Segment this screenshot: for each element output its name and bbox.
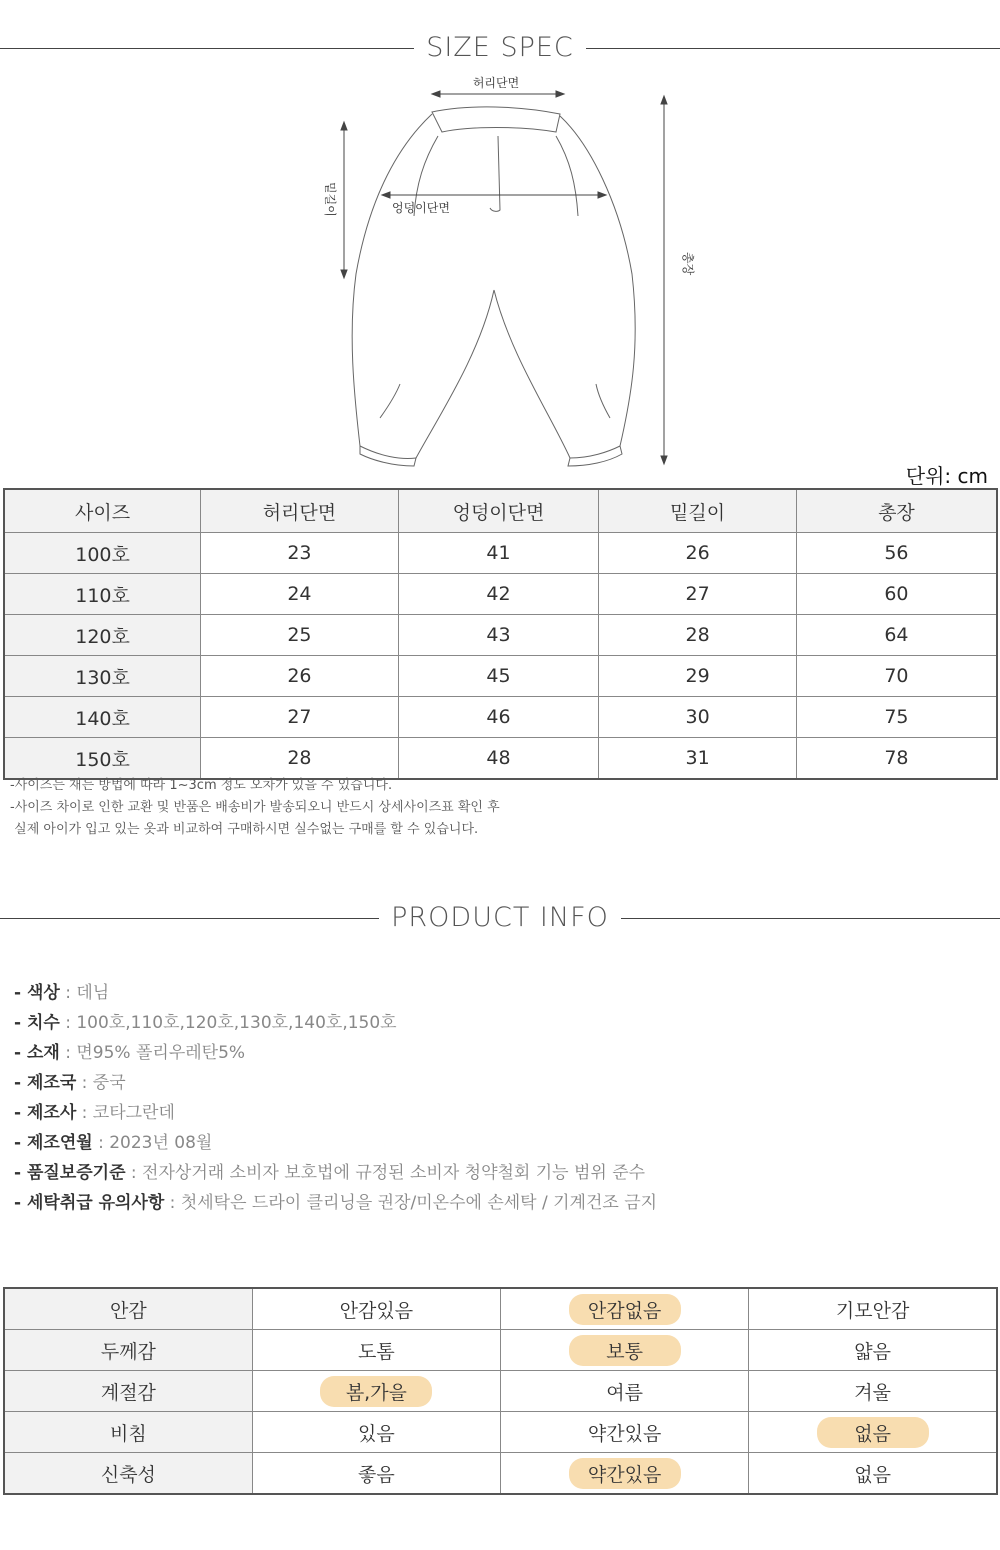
attribute-row xyxy=(4,1330,997,1371)
size-row xyxy=(4,738,997,780)
attribute-option: 좋음 xyxy=(358,1463,395,1486)
measurement-cell: 26 xyxy=(599,533,797,574)
size-note: -사이즈는 재는 방법에 따라 1~3cm 정도 오차가 있을 수 있습니다. xyxy=(10,778,393,793)
attribute-option-cell xyxy=(749,1330,997,1371)
attribute-option-cell xyxy=(749,1371,997,1412)
measurement-cell: 26 xyxy=(201,656,399,697)
attribute-option: 안감있음 xyxy=(339,1299,414,1322)
pants-diagram xyxy=(320,74,700,474)
attribute-option-selected: 없음 xyxy=(817,1417,929,1448)
attribute-option-cell xyxy=(501,1453,749,1495)
measurement-cell: 75 xyxy=(796,697,997,738)
size-cell: 110호 xyxy=(4,574,201,615)
attribute-row xyxy=(4,1412,997,1453)
size-spec-heading xyxy=(0,28,1000,68)
size-row xyxy=(4,574,997,615)
info-key: - 색상 xyxy=(14,983,60,1003)
size-cell: 130호 xyxy=(4,656,201,697)
measurement-cell: 30 xyxy=(599,697,797,738)
info-value: : 데님 xyxy=(59,983,110,1003)
info-item xyxy=(14,1068,657,1098)
size-row xyxy=(4,533,997,574)
attribute-option-cell xyxy=(501,1412,749,1453)
measurement-cell: 25 xyxy=(201,615,399,656)
size-row xyxy=(4,697,997,738)
attribute-option-selected: 봄,가을 xyxy=(320,1376,432,1407)
measurement-cell: 56 xyxy=(796,533,997,574)
measurement-cell: 70 xyxy=(796,656,997,697)
info-key: - 제조연월 xyxy=(14,1133,93,1153)
attribute-row xyxy=(4,1288,997,1330)
info-item xyxy=(14,1158,657,1188)
length-dimension-label: 총장 xyxy=(681,252,695,276)
info-value: : 코타그란데 xyxy=(76,1103,175,1123)
attribute-option-cell xyxy=(749,1453,997,1495)
measurement-cell: 28 xyxy=(599,615,797,656)
attribute-label: 신축성 xyxy=(4,1453,252,1495)
info-value: : 2023년 08월 xyxy=(92,1133,213,1153)
info-key: - 품질보증기준 xyxy=(14,1163,126,1183)
attribute-row xyxy=(4,1453,997,1495)
attribute-table xyxy=(3,1287,998,1495)
measurement-cell: 41 xyxy=(398,533,599,574)
measurement-cell: 78 xyxy=(796,738,997,780)
size-cell: 100호 xyxy=(4,533,201,574)
info-key: - 소재 xyxy=(14,1043,60,1063)
attribute-row xyxy=(4,1371,997,1412)
attribute-option: 겨울 xyxy=(854,1381,891,1404)
attribute-label: 비침 xyxy=(4,1412,252,1453)
size-notes xyxy=(10,775,500,841)
size-note: 실제 아이가 입고 있는 옷과 비교하여 구매하시면 실수없는 구매를 할 수 있습니다. xyxy=(10,822,479,837)
attribute-option-cell xyxy=(501,1330,749,1371)
rise-dimension-label: 밑길이 xyxy=(323,182,337,217)
info-key: - 세탁취급 유의사항 xyxy=(14,1193,165,1213)
measurement-cell: 31 xyxy=(599,738,797,780)
measurement-cell: 45 xyxy=(398,656,599,697)
size-cell: 150호 xyxy=(4,738,201,780)
info-key: - 제조사 xyxy=(14,1103,77,1123)
attribute-option-cell xyxy=(501,1288,749,1330)
measurement-cell: 29 xyxy=(599,656,797,697)
measurement-cell: 23 xyxy=(201,533,399,574)
info-item xyxy=(14,1038,657,1068)
attribute-option-cell xyxy=(252,1330,500,1371)
measurement-cell: 48 xyxy=(398,738,599,780)
measurement-cell: 42 xyxy=(398,574,599,615)
attribute-option-cell xyxy=(749,1288,997,1330)
attribute-option-selected: 보통 xyxy=(569,1335,681,1366)
attribute-option: 도톰 xyxy=(358,1340,395,1363)
attribute-option: 약간있음 xyxy=(587,1422,662,1445)
info-value: : 면95% 폴리우레탄5% xyxy=(59,1043,246,1063)
info-key: - 제조국 xyxy=(14,1073,77,1093)
attribute-option-cell xyxy=(501,1371,749,1412)
info-item xyxy=(14,1188,657,1218)
attribute-option-selected: 안감없음 xyxy=(569,1294,681,1325)
hip-dimension-label: 엉덩이단면 xyxy=(392,201,450,215)
info-item xyxy=(14,978,657,1008)
attribute-option: 없음 xyxy=(854,1463,891,1486)
size-note: -사이즈 차이로 인한 교환 및 반품은 배송비가 발송되오니 반드시 상세사이즈표 확인 후 xyxy=(10,800,500,815)
info-key: - 치수 xyxy=(14,1013,60,1033)
attribute-option-cell xyxy=(252,1453,500,1495)
product-info-title: PRODUCT INFO xyxy=(379,898,621,938)
product-info-list xyxy=(14,978,657,1218)
attribute-option-cell xyxy=(252,1288,500,1330)
attribute-label: 계절감 xyxy=(4,1371,252,1412)
info-value: : 100호,110호,120호,130호,140호,150호 xyxy=(59,1013,397,1033)
attribute-option-cell xyxy=(252,1371,500,1412)
measurement-cell: 60 xyxy=(796,574,997,615)
measurement-cell: 24 xyxy=(201,574,399,615)
size-table-header-row xyxy=(4,489,997,533)
attribute-option: 여름 xyxy=(606,1381,643,1404)
info-value: : 전자상거래 소비자 보호법에 규정된 소비자 청약철회 기능 범위 준수 xyxy=(125,1163,646,1183)
attribute-option: 얇음 xyxy=(854,1340,891,1363)
measurement-cell: 27 xyxy=(201,697,399,738)
measurement-cell: 46 xyxy=(398,697,599,738)
info-value: : 첫세탁은 드라이 클리닝을 권장/미온수에 손세탁 / 기계건조 금지 xyxy=(164,1193,658,1213)
attribute-option-selected: 약간있음 xyxy=(569,1458,681,1489)
size-table xyxy=(3,488,998,780)
size-cell: 120호 xyxy=(4,615,201,656)
attribute-option: 기모안감 xyxy=(835,1299,910,1322)
size-spec-title: SIZE SPEC xyxy=(414,28,586,68)
info-item xyxy=(14,1128,657,1158)
attribute-label: 두께감 xyxy=(4,1330,252,1371)
waist-dimension-label: 허리단면 xyxy=(472,76,520,90)
info-item xyxy=(14,1008,657,1038)
attribute-option-cell xyxy=(252,1412,500,1453)
pants-illustration xyxy=(320,74,700,474)
measurement-cell: 43 xyxy=(398,615,599,656)
header-length: 총장 xyxy=(796,489,997,533)
header-hip: 엉덩이단면 xyxy=(398,489,599,533)
attribute-option: 있음 xyxy=(358,1422,395,1445)
size-row xyxy=(4,656,997,697)
info-value: : 중국 xyxy=(76,1073,126,1093)
size-row xyxy=(4,615,997,656)
product-info-heading xyxy=(0,898,1000,938)
info-item xyxy=(14,1098,657,1128)
attribute-option-cell xyxy=(749,1412,997,1453)
unit-label: 단위: cm xyxy=(905,464,988,488)
header-waist: 허리단면 xyxy=(201,489,399,533)
header-size: 사이즈 xyxy=(4,489,201,533)
measurement-cell: 28 xyxy=(201,738,399,780)
attribute-label: 안감 xyxy=(4,1288,252,1330)
header-rise: 밑길이 xyxy=(599,489,797,533)
measurement-cell: 27 xyxy=(599,574,797,615)
measurement-cell: 64 xyxy=(796,615,997,656)
size-cell: 140호 xyxy=(4,697,201,738)
